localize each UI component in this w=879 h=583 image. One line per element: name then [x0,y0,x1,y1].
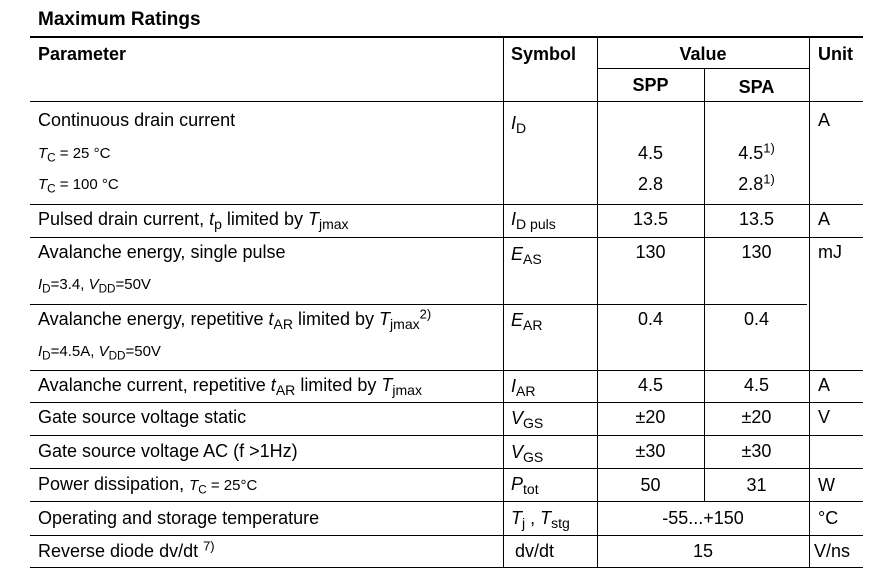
value-spa: ±20 [741,407,772,427]
value-spp: 2.8 [637,174,664,194]
symbol-vgs: $V_{GS}$ [511,442,544,466]
value-spa: ±30 [741,441,772,461]
header-bottom-border [30,101,863,102]
value-spa: 130 [741,242,772,262]
symbol-ear: $E_{AR}$ [511,310,543,334]
param-operating-storage-temperature: Operating and storage temperature [38,508,320,528]
value-spa: 4.5$^{1)}$ [738,140,775,163]
param-power-dissipation: Power dissipation, $T_C = 25^\circ C$ [38,474,258,497]
symbol-eas: $E_{AS}$ [511,244,542,268]
value-spa: 2.8$^{1)}$ [738,171,775,194]
header-value: Value [679,44,727,64]
value-spp: 50 [640,475,661,495]
table-bottom-border [30,567,863,568]
param-continuous-drain-current: Continuous drain current [38,110,236,130]
value-range: -55...+150 [662,508,744,528]
column-divider [809,37,810,568]
unit-w: W [818,475,835,495]
unit-v-per-ns: V/ns [814,541,851,561]
value-dvdt: 15 [692,541,714,561]
value-subheader-divider [597,68,809,69]
param-gate-source-voltage-ac: Gate source voltage AC (f >1Hz) [38,441,298,461]
header-spp: SPP [632,75,669,95]
symbol-iar: $I_{AR}$ [511,376,536,400]
value-spa: 13.5 [738,209,775,229]
symbol-id-puls: $I_{D puls}$ [511,209,556,233]
symbol-id: $I_D$ [511,113,527,137]
unit-mj: mJ [818,242,842,262]
column-divider [704,68,705,502]
unit-a: A [818,375,831,395]
row-divider [30,435,863,436]
value-spa: 4.5 [743,375,770,395]
value-spp: 13.5 [632,209,669,229]
header-spa: SPA [738,77,775,97]
symbol-ptot: $P_{tot}$ [511,474,539,498]
symbol-vgs: $V_{GS}$ [511,408,544,432]
header-unit: Unit [818,44,853,64]
row-divider [30,304,807,305]
header-symbol: Symbol [511,44,577,64]
section-title: Maximum Ratings [38,9,201,30]
row-divider [30,468,863,469]
condition-ear: $I_D=4.5A$, $V_{DD}=50V$ [38,343,161,363]
value-spp: ±20 [635,407,666,427]
value-spp: 4.5 [637,143,664,163]
value-spp: 130 [635,242,666,262]
value-spp: ±30 [635,441,666,461]
header-parameter: Parameter [38,44,127,64]
row-divider [30,402,863,403]
table-top-border [30,36,863,38]
param-pulsed-drain-current: Pulsed drain current, $t_p$ limited by $T_{jmax}$ [38,209,349,233]
param-avalanche-energy-repetitive: Avalanche energy, repetitive $t_{AR}$ limited by $T_{jmax}^{2)}$ [38,306,432,333]
row-divider [30,204,863,205]
value-spp: 0.4 [637,309,664,329]
row-divider [30,237,863,238]
symbol-dvdt: dv/dt [515,541,555,561]
condition-tc-25: $T_C = 25$ °C [38,145,111,165]
row-divider [30,501,863,502]
param-reverse-diode-dvdt: Reverse diode dv/dt $^{7)}$ [38,538,215,561]
condition-tc-100: $T_C = 100$ °C [38,176,119,196]
column-divider [503,37,504,568]
condition-eas: $I_D=3.4$, $V_{DD}=50V$ [38,276,151,296]
param-avalanche-energy-single: Avalanche energy, single pulse [38,242,286,262]
value-spa: 31 [746,475,767,495]
row-divider [30,535,863,536]
unit-v: V [818,407,831,427]
value-spa: 0.4 [743,309,770,329]
unit-a: A [818,209,831,229]
value-spp: 4.5 [637,375,664,395]
unit-a: A [818,110,831,130]
unit-celsius: °C [818,508,839,528]
symbol-tj-tstg: $T_j$ , $T_{stg}$ [511,508,570,532]
param-avalanche-current-repetitive: Avalanche current, repetitive $t_{AR}$ limited by $T_{jmax}$ [38,375,422,399]
row-divider [30,370,863,371]
param-gate-source-voltage-static: Gate source voltage static [38,407,247,427]
